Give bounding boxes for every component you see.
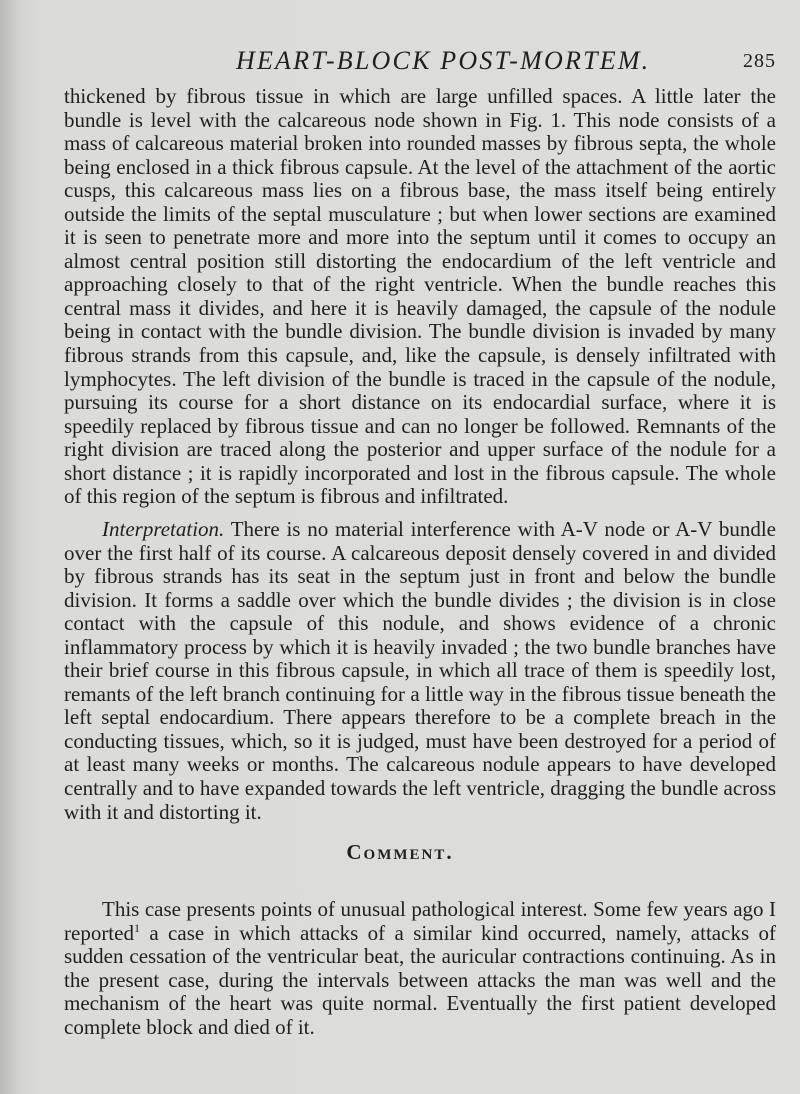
page-header <box>236 46 776 80</box>
interpretation-text: There is no material interference with A-V node or A-V bundle over the first half of its course. A calcareous deposit densely covered in and divided by fibrous strands has its seat in the septum just in front and below the bundle division. It forms a saddle over which the bundle divides ; the division is in close contact with the capsule of this nodule, and shows evidence of a chronic inflammatory process by which it is heavily invaded ; the two bundle branches have their brief course in this fibrous capsule, in which all trace of them is speedily lost, remants of the left branch continuing for a little way in the fibrous tissue beneath the left septal endocardium. There appears therefore to be a complete breach in the conducting tissues, which, so it is judged, must have been destroyed for a period of at least many weeks or months. The calcareous nodule appears to have developed centrally and to have expanded towards the left ventricle, dragging the bundle across with it and distorting it. <box>64 517 776 824</box>
paragraph-interpretation <box>64 518 776 824</box>
section-heading-comment: Comment. <box>346 840 454 864</box>
page-number: 285 <box>743 50 776 72</box>
running-head: HEART-BLOCK POST-MORTEM. <box>236 46 651 75</box>
comment-text-end: a case in which attacks of a similar kind occurred, namely, attacks of sudden cessation of the ventricular beat, the auricular contractions continuing. As in the present case, during the intervals between attacks the man was well and the mechanism of the heart was quite normal. Eventually the first patient developed complete block and died of it. <box>64 920 776 1039</box>
footnote-marker: 1 <box>133 920 140 935</box>
interpretation-lead: Interpretation. <box>102 517 225 541</box>
paragraph-comment <box>64 898 776 1039</box>
paragraph-findings: thickened by fibrous tissue in which are large unfilled spaces. A little later the bundle is level with the calcareous node shown in Fig. 1. This node consists of a mass of calcareous material broken into rounded masses by fibrous septa, the whole being enclosed in a thick fibrous capsule. At the level of the attachment of the aortic cusps, this calcareous mass lies on a fibrous base, the mass itself being entirely outside the limits of the septal musculature ; but when lower sections are examined it is seen to penetrate more and more into the septum until it comes to occupy an almost central position still distorting the endocardium of the left ventricle and approaching closely to that of the right ventricle. When the bundle reaches this central mass it divides, and here it is heavily damaged, the capsule of the nodule being in contact with the bundle division. The bundle division is invaded by many fibrous strands from this capsule, and, like the capsule, is densely infiltrated with lymphocytes. The left division of the bundle is traced in the capsule of the nodule, pursuing its course for a short distance on its endocardial surface, where it is speedily replaced by fibrous tissue and can no longer be followed. Remnants of the right division are traced along the posterior and upper surface of the nodule for a short distance ; it is rapidly incorporated and lost in the fibrous capsule. The whole of this region of the septum is fibrous and infiltrated. <box>64 84 776 509</box>
comment-text-start: This case presents points of unusual pathological interest. Some few years ago I reported <box>64 897 776 945</box>
